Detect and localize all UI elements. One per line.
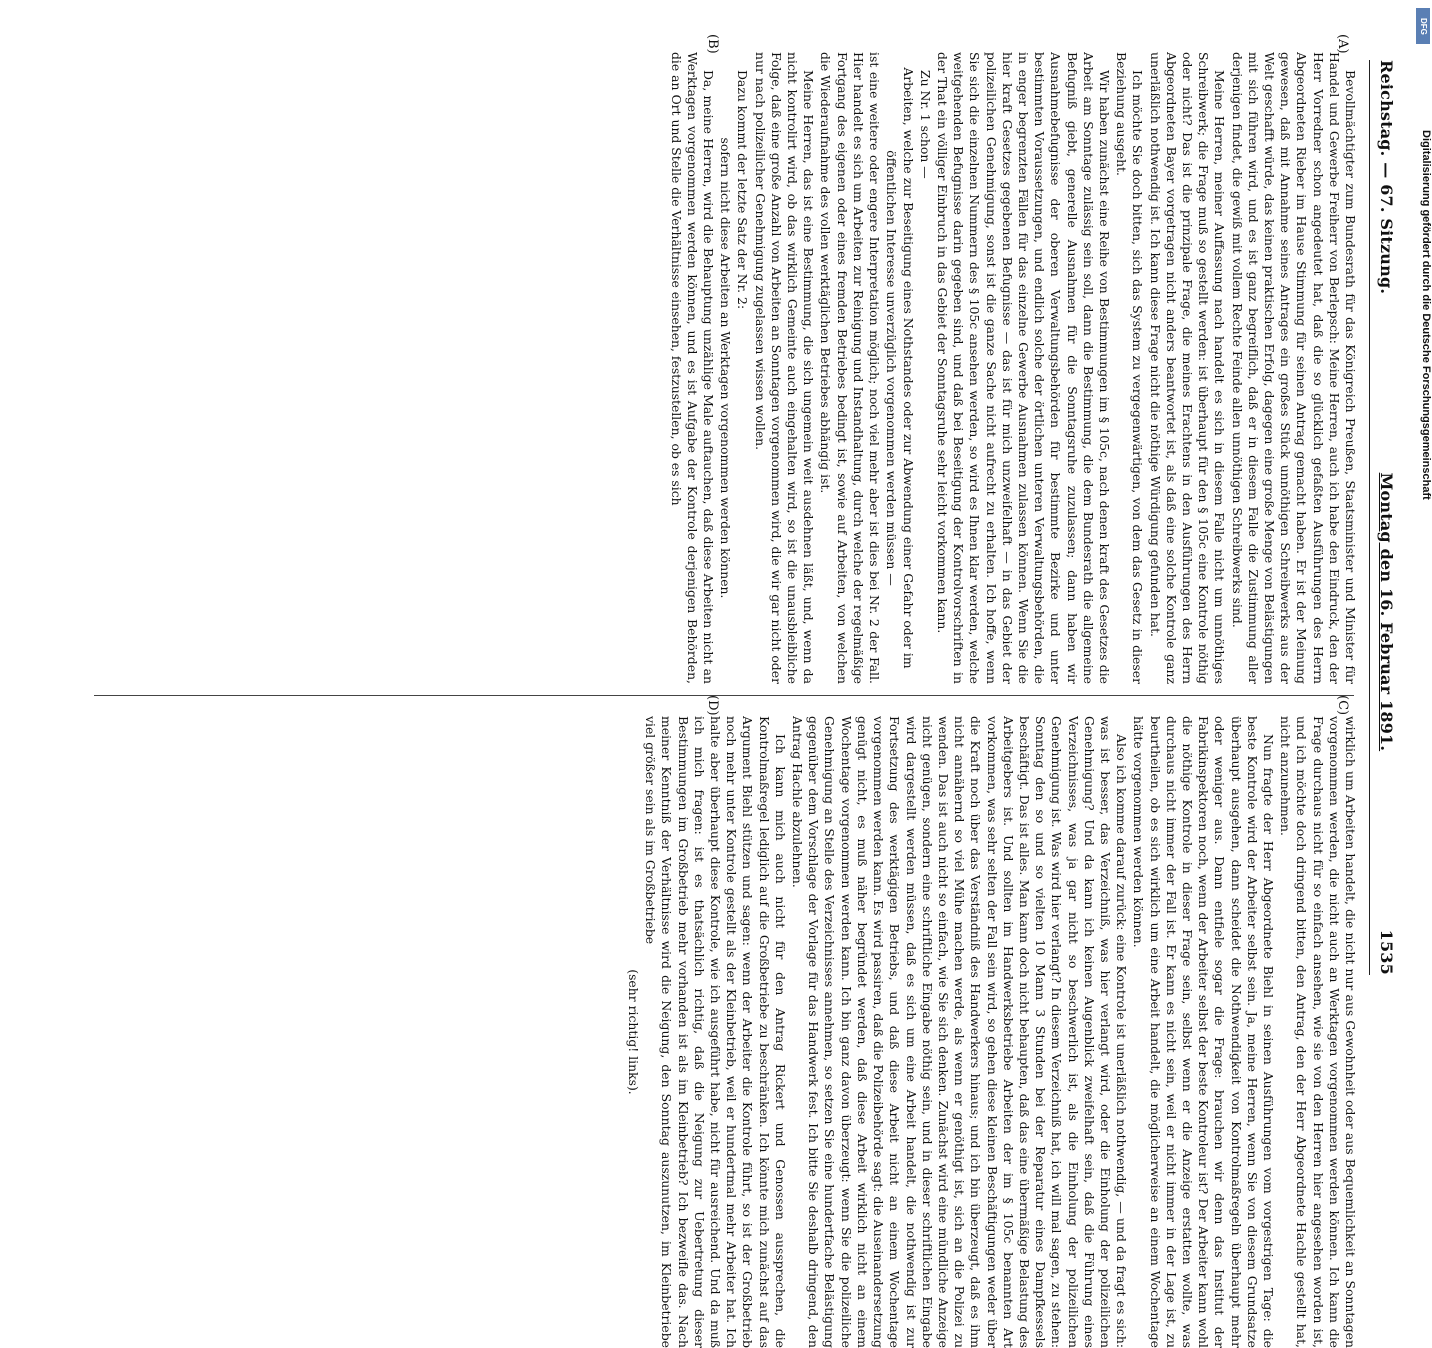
paragraph: Meine Herren, meiner Auffassung nach handelt es sich in diesem Falle nicht um unnöthiges Schreibwerk; die Frage muß so gestellt werden: ist überhaupt für den § 105c eine Kontrole nöthig oder nicht? Das ist die prinzipale Frage, die meines Erachtens in den Ausführungen des Herrn Abgeordneten Bayer vorgetragen nicht anders beantwortet ist, als daß eine solche Kontrole ganz unerläßlich nothwendig ist. Ich kann diese Frage nicht die nöthige Würdigung gefunden hat. [1147,52,1228,684]
paragraph: Wir haben zunächst eine Reihe von Bestimmungen im § 105c, nach denen kraft des Gesetzes die Arbeit am Sonntage zulässig sein soll, dann die Bestimmung, die dem Bundesrath die allgemeine Befugniß giebt, generelle Ausnahmen für die Sonntagsruhe zuzulassen; dann haben wir Ausnahmebefugnisse der oberen Verwaltungsbehörden für bestimmte Bezirke und unter bestimmten Voraussetzungen, und endlich solche der örtlichen unteren Verwaltungsbehörden, die in enger begrenzten Fällen für das einzelne Gewerbe Ausnahmen zulassen können. Wenn Sie die hier kraft Gesetzes gegebenen Befugnisse — das ist für mich unzweifelhaft — in das Gebiet der polizeilichen Genehmigung, sonst ist die ganze Sache nicht aufrecht zu erhalten. Ich hoffe, wenn Sie sich die einzelnen Nummern des § 105c ansehen werden, so wird es Ihnen klar werden, welche weitgehenden Befugnisse darin gegeben sind, und daß bei Beseitigung der Kontrolvorschriften in der That ein völliger Einbruch in das Gebiet der Sonntagsruhe sehr leicht vorkommen kann. [934,52,1112,684]
left-column [88,52,1358,684]
margin-marker-b: (B) [705,34,720,54]
paragraph: Nun fragte der Herr Abgeordnete Biehl in seinen Ausführungen vom vorgestrigen Tage: die beste Kontrole wird der Arbeiter selbst sein. Ja, meine Herren, wenn Sie von diesem Grundsatze überhaupt ausgehen, dann scheidet die Nothwendigkeit von Kontrolmaßregeln überhaupt mehr oder weniger aus. Dann entfiele sogar die Frage: brauchen wir denn das Institut der Fabrikinspektoren noch, wenn der Arbeiter selbst der beste Kontroleur ist? Der Arbeiter kann wohl die nöthige Kontrole in dieser Frage sein, selbst wenn er die Anzeige erstatten wollte, was durchaus nicht immer der Fall ist. Er kann es nicht sein, weil er nicht immer in der Lage ist, zu beurtheilen, ob es sich wirklich um eine Arbeit handelt, die möglicherweise an einem Wochentage hätte vorgenommen werden können. [1131,716,1276,1348]
page-number: 1535 [1377,929,1397,975]
paragraph: Dazu kommt der letzte Satz der Nr. 2: [735,70,751,310]
quoted-clause: Arbeiten, welche zur Beseitigung eines Nothstandes oder zur Abwendung einer Gefahr oder im öffentlichen Interesse unverzüglich vorgenommen werden müssen — [884,67,916,669]
running-head [1372,60,1402,975]
paragraph: Zu Nr. 1 schon — [917,70,933,179]
paragraph: Da, meine Herren, wird die Behauptung unzählige Male auftauchen, daß diese Arbeiten nicht an Werktagen vorgenommen werden können, und es ist Aufgabe der Kontrole derjenigen Behörden, die an Ort und Stelle die Verhältnisse einsehen, festzustellen, ob es sich [668,52,717,684]
right-column [88,716,1358,1348]
header-date: Montag den 16. Februar 1891. [1377,472,1397,752]
dfg-logo: DFG [1416,8,1430,44]
paragraph: Ich kann mich auch nicht für den Antrag Rickert und Genossen aussprechen, die Kontrolmaßregel lediglich auf die Großbetriebe zu beschränken. Ich könnte mich zunächst auf das Argument Biehl stützen und sagen: wenn der Arbeiter die Kontrole führt, so ist der Großbetrieb noch mehr unter Kontrole gestellt als der Kleinbetrieb, weil er hundertmal mehr Arbeiter hat. Ich halte aber überhaupt diese Kontrole, wie ich ausgeführt habe, nicht für ausreichend. Und da muß ich mich fragen: ist es thatsächlich richtig, daß die Neigung zur Uebertretung dieser Bestimmungen im Großbetrieb mehr vorhanden ist als im Kleinbetrieb? Ich bezweifle das. Nach meiner Kenntniß der Verhältnisse wird die Neigung, den Sonntag auszunutzen, im Kleinbetriebe viel größer sein als im Großbetriebe [643,716,788,1348]
paragraph: wirklich um Arbeiten handelt, die nicht nur aus Gewohnheit oder aus Bequemlichkeit an Sonntagen vorgenommen werden, die nicht auch an Werktagen vorgenommen werden können. Ich kann die Frage durchaus nicht für so einfach ansehen, wie sie von den Herren hier angesehen worden ist, und ich möchte doch dringend bitten, den Antrag, den der Herr Abgeordnete Hachle gestellt hat, nicht anzunehmen. [1278,716,1358,1348]
header-left: Reichstag. — 67. Sitzung. [1377,60,1397,295]
digitization-note: Digitalisierung gefördert durch die Deutsche Forschungsgemeinschaft [1420,130,1432,500]
paragraph: ist eine weitere oder engere Interpretation möglich; noch viel mehr aber ist dies bei Nr. 2 der Fall. Hier handelt es sich um Arbeiten zur Reinigung und Instandhaltung, durch welche der regelmäßige Fortgang des eigenen oder eines fremden Betriebes bedingt ist, sowie auf Arbeiten, von welchen die Wiederaufnahme des vollen werktäglichen Betriebes abhängig ist. [818,52,883,684]
rotated-page [70,34,1410,1348]
paragraph: Bevollmächtigter zum Bundesrath für das Königreich Preußen, Staatsminister und Minister für Handel und Gewerbe Freiherr von Berlepsch: Meine Herren, auch ich habe den Eindruck, den der Herr Vorredner schon angedeutet hat, daß die so glücklich gefaßten Ausführungen des Herrn Abgeordneten Rieber im Hause Stimmung für seinen Antrag gemacht haben. Er ist der Meinung gewesen, daß mit Annahme seines Antrages ein großes Stück unnöthigen Schreibwerks aus der Welt geschafft würde, das keinen praktischen Erfolg, dagegen eine große Menge von Belästigungen mit sich führen wird, und es ist ganz begreiflich, daß er in diesem Falle die Zustimmung aller derjenigen findet, die gewiß mit vollem Rechte Feinde allen unnöthigen Schreibwerks sind. [1229,52,1358,684]
column-divider [94,695,1354,696]
quoted-clause: sofern nicht diese Arbeiten an Werktagen vorgenommen werden können. [718,137,734,599]
paragraph: Meine Herren, das ist eine Bestimmung, die sich ungemein weit ausdehnen läßt, und, wenn da nicht kontrolirt wird, ob das wirklich Gemeinte auch eingehalten wird, so ist die unausbleibliche Folge, daß eine große Anzahl von Arbeiten an Sonntagen vorgenommen wird, die wir gar nicht oder nur nach polizeilicher Genehmigung zugelassen wissen wollen. [752,52,817,684]
margin-marker-a: (A) [1335,34,1350,54]
margin-marker-c: (C) [1335,695,1350,716]
header-rule [1369,60,1370,975]
interjection: (sehr richtig! links). [626,969,642,1095]
paragraph: Ich möchte Sie doch bitten, sich das System zu vergegenwärtigen, von dem das Gesetz in dieser Beziehung ausgeht. [1114,52,1146,684]
paragraph: Also ich komme darauf zurück: eine Kontrole ist unerläßlich nothwendig, — und da fragt es sich: was ist besser, das Verzeichniß, was hier verlangt wird, oder die Einholung der polizeilichen Genehmigung? Und da kann ich keinen Augenblick zweifelhaft sein, daß die Führung eines Verzeichnisses, was ja gar nicht so beschwerlich ist, als die Einholung der polizeilichen Genehmigung ist. Was wird hier verlangt? In diesem Verzeichniß hat, ich will mal sagen, zu stehen: Sonntag den so und so vielten 10 Mann 3 Stunden bei der Reparatur eines Dampfkessels beschäftigt. Das ist alles. Man kann doch nicht behaupten, daß das eine übermäßige Belastung des Arbeitgebers ist. Und sollten im Handwerksbetriebe Arbeiten der im § 105c benannten Art vorkommen, was sehr selten der Fall sein wird, so gehen diese kleinen Beschäftigungen weder über die Kraft noch über das Verständniß des Handwerkers hinaus; und ich bin überzeugt, daß es ihm nicht annähernd so viel Mühe machen werde, als wenn er genöthigt ist, sich an die Polizei zu wenden. Das ist auch nicht so einfach, wie Sie sich denken. Zunächst wird eine mündliche Anzeige nicht genügen, sondern eine schriftliche Eingabe nöthig sein, und in dieser schriftlichen Eingabe wird dargestellt werden müssen, daß es sich um eine Arbeit handelt, die nothwendig ist zur Fortsetzung des werktägigen Betriebs, und daß diese Arbeit nicht an einem Wochentage vorgenommen werden kann. Es wird passiren, daß die Polizeibehörde sagt: die Auseinandersetzung genügt nicht, es muß näher begründet werden, daß diese Arbeit wirklich nicht an einem Wochentage vorgenommen werden kann. Ich bin ganz davon überzeugt: wenn Sie die polizeiliche Genehmigung an Stelle des Verzeichnisses annehmen, so setzen Sie eine hundertfache Belästigung gegenüber dem Vorschlage der Vorlage für das Handwerk fest. Ich bitte Sie deshalb dringend, den Antrag Hachle abzulehnen. [790,716,1130,1348]
margin-marker-d: (D) [705,695,720,716]
